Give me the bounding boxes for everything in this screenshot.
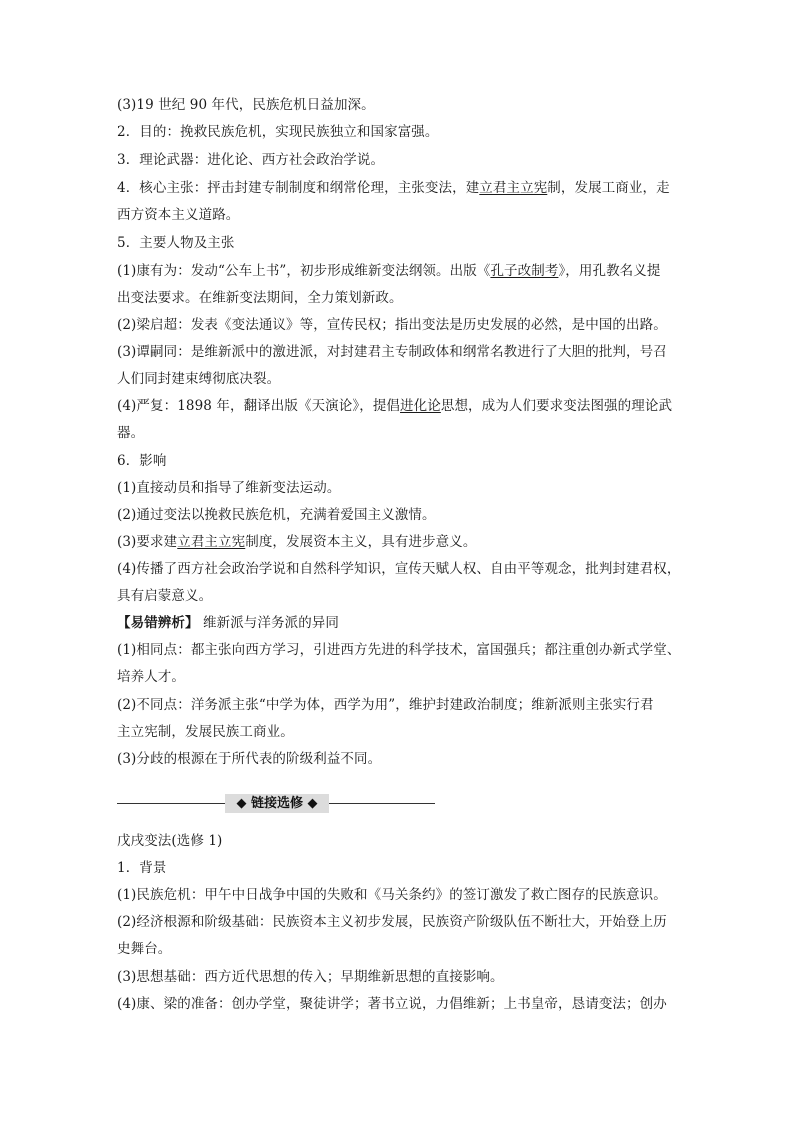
text-line: 西方资本主义道路。 <box>117 207 240 223</box>
underlined-term: 进化论 <box>400 398 441 414</box>
text-line: 具有启蒙意义。 <box>117 588 213 604</box>
text-line: (2)梁启超：发表《变法通议》等，宣传民权；指出变法是历史发展的必然，是中国的出路。 <box>117 317 667 333</box>
text-line: (4)传播了西方社会政治学说和自然科学知识，宣传天赋人权、自由平等观念，批判封建君权， <box>117 561 681 577</box>
divider-rule <box>329 803 435 804</box>
text-span: 思想，成为人们要求变法图强的理论武 <box>440 398 673 414</box>
text-line: (2)通过变法以挽救民族危机，充满着爱国主义激情。 <box>117 507 436 523</box>
text-line: 2．目的：挽救民族危机，实现民族独立和国家富强。 <box>117 124 439 140</box>
text-line: (1)直接动员和指导了维新变法运动。 <box>117 480 341 496</box>
underlined-term: 孔子改制考 <box>490 263 559 279</box>
text-line <box>117 397 672 415</box>
section-heading: 5．主要人物及主张 <box>117 235 235 251</box>
text-line <box>117 533 476 551</box>
text-span: 4．核心主张：抨击封建专制制度和纲常伦理，主张变法，建 <box>117 180 480 196</box>
text-line: (4)康、梁的准备：创办学堂，聚徒讲学；著书立说，力倡维新；上书皇帝，恳请变法；创办 <box>117 996 667 1012</box>
text-line: (3)谭嗣同：是维新派中的激进派，对封建君主专制政体和纲常名教进行了大胆的批判，号召 <box>117 344 667 360</box>
divider-rule <box>117 803 225 804</box>
text-line: 器。 <box>117 425 145 441</box>
text-line: 主立宪制，发展民族工商业。 <box>117 724 294 740</box>
text-line: (1)民族危机：甲午中日战争中国的失败和《马关条约》的签订激发了救亡图存的民族意识。 <box>117 887 667 903</box>
text-span: 制度，发展资本主义，具有进步意义。 <box>245 534 477 550</box>
section-heading: 6．影响 <box>117 453 167 469</box>
text-span: (1)康有为：发动“公车上书”，初步形成维新变法纲领。出版《 <box>117 263 491 279</box>
text-line: 3．理论武器：进化论、西方社会政治学说。 <box>117 152 385 168</box>
divider-label: ◆ 链接选修 ◆ <box>225 794 329 813</box>
callout-tag: 【易错辨析】 <box>117 615 199 631</box>
text-span: 制，发展工商业，走 <box>547 180 670 196</box>
text-span: 》，用孔教名义提 <box>558 263 661 279</box>
underlined-term: 立君主立宪 <box>177 534 246 550</box>
text-line: 出变法要求。在维新变法期间，全力策划新政。 <box>117 290 403 306</box>
text-line <box>117 179 670 197</box>
underlined-term: 立君主立宪 <box>479 180 548 196</box>
text-line: 培养人才。 <box>117 669 185 685</box>
text-line: 人们同封建束缚彻底决裂。 <box>117 371 281 387</box>
text-span: 维新派与洋务派的异同 <box>198 615 340 631</box>
section-divider <box>117 794 435 814</box>
text-line: (2)不同点：洋务派主张“中学为体，西学为用”，维护封建政治制度；维新派则主张实行君 <box>117 697 654 713</box>
text-line: (1)相同点：都主张向西方学习，引进西方先进的科学技术，富国强兵；都注重创办新式学堂、 <box>117 642 681 658</box>
text-line: (2)经济根源和阶级基础：民族资本主义初步发展，民族资产阶级队伍不断壮大，开始登上历 <box>117 914 667 930</box>
text-line <box>117 614 339 632</box>
text-span: (3)要求建 <box>117 534 178 550</box>
text-line: (3)思想基础：西方近代思想的传入；早期维新思想的直接影响。 <box>117 969 504 985</box>
text-line: (3)分歧的根源在于所代表的阶级利益不同。 <box>117 751 382 767</box>
text-line: 戊戌变法(选修 1) <box>117 833 223 849</box>
section-heading: 1．背景 <box>117 860 167 876</box>
text-span: (4)严复：1898 年，翻译出版《天演论》，提倡 <box>117 398 401 414</box>
text-line <box>117 262 661 280</box>
text-line: (3)19 世纪 90 年代，民族危机日益加深。 <box>117 97 375 113</box>
text-line: 史舞台。 <box>117 941 172 957</box>
